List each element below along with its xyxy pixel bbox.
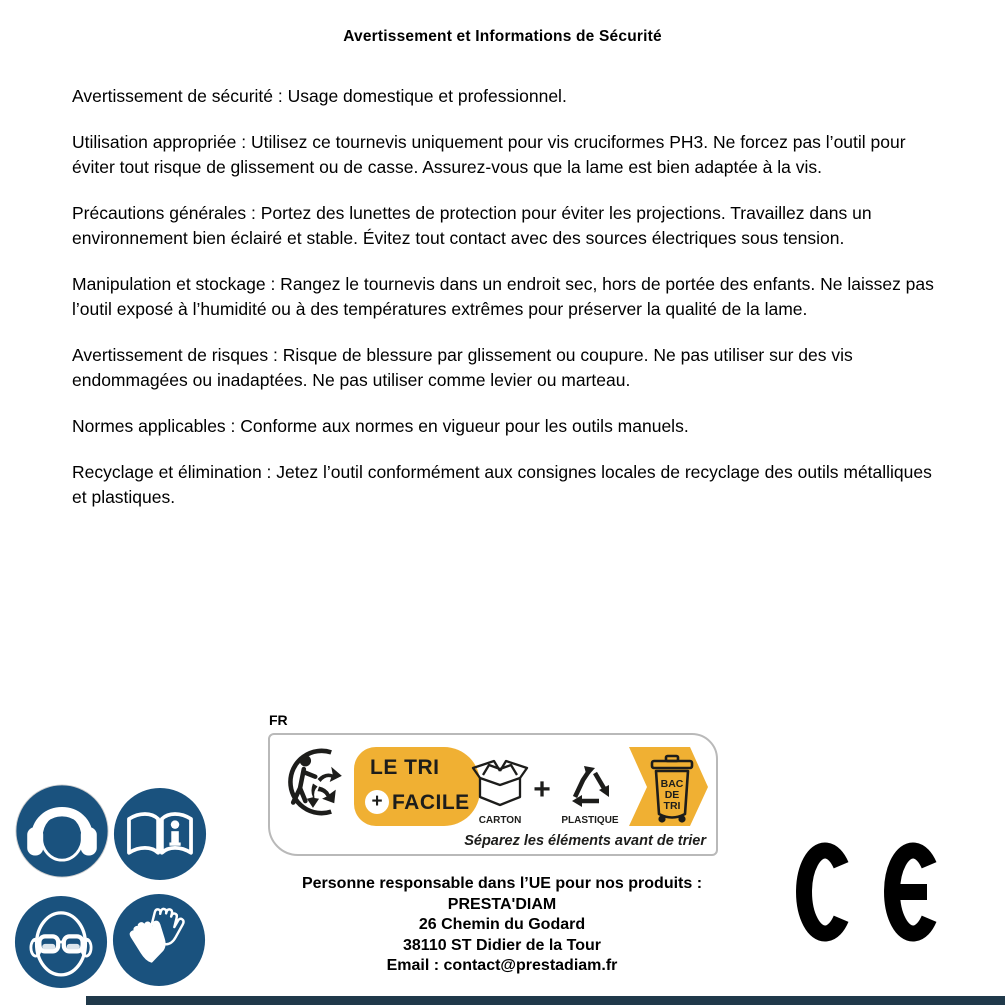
fr-country-label: FR <box>269 712 288 728</box>
le-tri-text: LE TRI <box>370 756 440 779</box>
info-tri-banner <box>268 733 718 856</box>
read-instruction-manual-icon <box>113 787 207 881</box>
ce-marking-icon <box>796 842 942 942</box>
company-name: PRESTA'DIAM <box>447 895 557 913</box>
company-city: 38110 ST Didier de la Tour <box>403 936 601 954</box>
triman-icon <box>278 744 354 820</box>
paragraph-safety-warning: Avertissement de sécurité : Usage domestique et professionnel. <box>72 86 567 106</box>
safety-text-block <box>72 84 936 531</box>
bottom-edge-bar <box>86 996 1005 1005</box>
plastique-label: PLASTIQUE <box>561 815 619 826</box>
sorting-caption: Séparez les éléments avant de trier <box>464 833 706 849</box>
plus-badge-icon: + <box>365 790 389 814</box>
le-tri-facile-badge <box>354 747 480 826</box>
paragraph-handling-storage: Manipulation et stockage : Rangez le tournevis dans un endroit sec, hors de portée des enfants. Ne laissez pas l’outil exposé à l’humidité ou à des températures extrêmes pour préserver la qualité de la lame. <box>72 274 934 319</box>
paragraph-risk-warning: Avertissement de risques : Risque de blessure par glissement ou coupure. Ne pas utiliser sur des vis endommagées ou inadaptées. Ne pas utiliser comme levier ou marteau. <box>72 345 853 390</box>
responsible-person-intro: Personne responsable dans l’UE pour nos produits : <box>301 875 703 892</box>
paragraph-general-precautions: Précautions générales : Portez des lunettes de protection pour éviter les projections. Travaillez dans un environnement bien éclairé et stable. Évitez tout contact avec des sources électriques sous tension. <box>72 203 872 248</box>
paragraph-proper-use: Utilisation appropriée : Utilisez ce tournevis uniquement pour vis cruciformes PH3. Ne forcez pas l’outil pour éviter tout risque de glissement ou de casse. Assurez-vous que la lame est bien adaptée à la vis. <box>72 132 906 177</box>
page-title: Avertissement et Informations de Sécurité <box>343 28 662 45</box>
carton-box-icon <box>473 761 527 805</box>
paragraph-recycling-disposal: Recyclage et élimination : Jetez l’outil conformément aux consignes locales de recyclage des outils métalliques et plastiques. <box>72 462 932 507</box>
materials-plus: + <box>533 773 551 806</box>
bin-line-de: DE <box>664 789 680 801</box>
paragraph-applicable-standards: Normes applicables : Conforme aux normes en vigueur pour les outils manuels. <box>72 416 689 436</box>
carton-label: CARTON <box>478 815 522 826</box>
wear-ear-protection-icon <box>15 784 109 878</box>
company-email: Email : contact@prestadiam.fr <box>386 957 618 974</box>
responsible-person-block <box>152 874 852 977</box>
facile-text: FACILE <box>392 791 470 814</box>
wear-eye-protection-icon <box>14 895 108 989</box>
bin-line-tri: TRI <box>663 800 681 812</box>
company-street: 26 Chemin du Godard <box>418 916 586 933</box>
bin-line-bac: BAC <box>660 778 684 790</box>
